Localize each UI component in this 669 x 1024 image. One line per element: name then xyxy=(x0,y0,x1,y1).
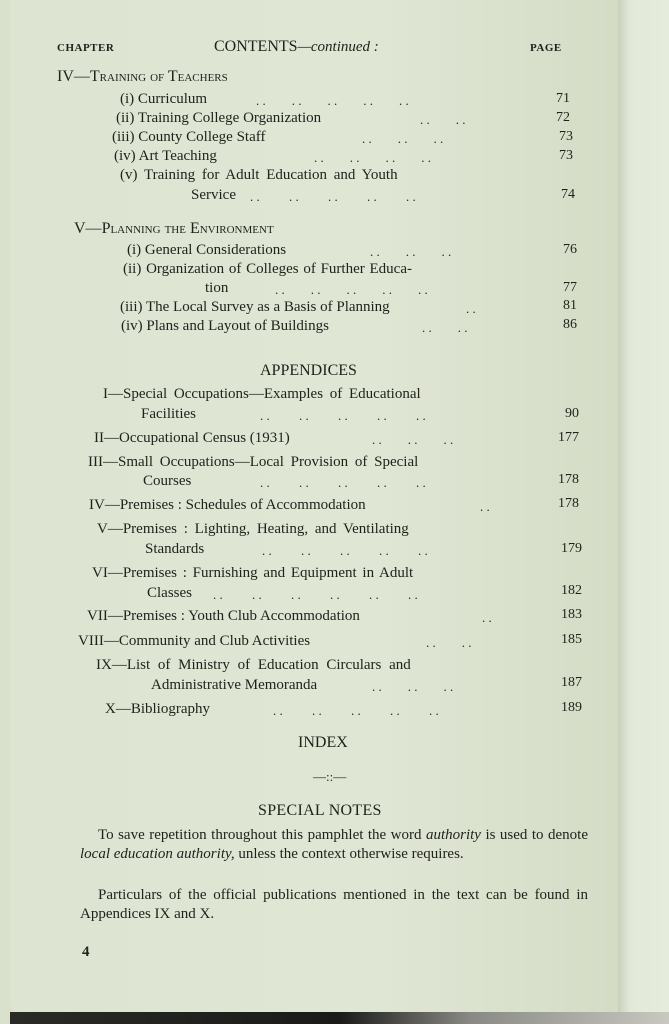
dot-leader: . . . . . . . . . . xyxy=(262,543,428,558)
entry-number: (iv) xyxy=(114,148,136,164)
page-number: 178 xyxy=(558,472,579,487)
dot-leader: . . . . . . xyxy=(362,131,444,146)
background-surface xyxy=(10,1012,669,1024)
entry-number: (i) xyxy=(127,242,142,258)
page-number: 177 xyxy=(558,430,579,445)
appendix-number: X xyxy=(105,701,116,717)
note-italic: local education authority, xyxy=(80,846,235,862)
appendix-number: II xyxy=(94,430,104,446)
dot-leader: . . . . xyxy=(422,320,468,335)
entry-title: Art Teaching xyxy=(138,148,217,164)
entry-title: Curriculum xyxy=(137,91,208,107)
dot-leader: . . . . . . . . . . xyxy=(273,703,439,718)
appendix-title: Occupational Census (1931) xyxy=(119,430,290,446)
appendix-title: Premises : Lighting, Heating, and Ventilating xyxy=(122,521,409,537)
page-number: 86 xyxy=(563,317,577,332)
note-text: is used to denote xyxy=(485,827,588,843)
appendix-title: Community and Club Activities xyxy=(118,633,311,649)
section-heading xyxy=(57,68,228,86)
page-number: 182 xyxy=(561,583,582,598)
page-number: 185 xyxy=(561,632,582,647)
toc-entry[interactable] xyxy=(112,129,265,146)
page-number: 72 xyxy=(556,110,570,125)
appendices-title: APPENDICES xyxy=(260,362,357,379)
note-text: To save repetition throughout this pamphlet the word xyxy=(98,827,422,843)
appendix-title-continued: Courses xyxy=(143,473,192,489)
special-notes-heading: SPECIAL NOTES xyxy=(258,802,382,819)
entry-number: (ii) xyxy=(123,261,142,277)
entry-number: (i) xyxy=(120,91,135,107)
section-number: IV— xyxy=(57,68,90,85)
page-number: 183 xyxy=(561,607,582,622)
entry-number: (v) xyxy=(120,167,138,183)
dot-leader: . . . . . . . . xyxy=(314,150,431,165)
page-number: 71 xyxy=(556,91,570,106)
entry-title: Training College Organization xyxy=(137,110,322,126)
page-column-label: PAGE xyxy=(530,42,562,54)
toc-entry[interactable] xyxy=(120,167,398,184)
entry-number: (iii) xyxy=(112,129,135,145)
toc-entry[interactable] xyxy=(114,148,217,165)
entry-number: (iv) xyxy=(121,318,143,334)
dot-leader: . . . . . . xyxy=(372,679,454,694)
appendix-entry[interactable]: I—Special Occupations—Examples of Educational xyxy=(103,386,421,402)
appendix-entry[interactable]: II—Occupational Census (1931) xyxy=(94,430,290,446)
appendix-title-continued: Classes xyxy=(147,585,192,601)
toc-entry[interactable] xyxy=(121,318,329,335)
entry-title: County College Staff xyxy=(138,129,266,145)
dot-leader: . . . . . . . . . . xyxy=(250,189,416,204)
folio-page-number: 4 xyxy=(82,944,90,960)
facing-page-edge xyxy=(618,0,669,1024)
appendix-entry[interactable]: VII—Premises : Youth Club Accommodation xyxy=(87,608,360,624)
appendix-number: VIII xyxy=(78,633,104,649)
appendix-number: IV xyxy=(89,497,105,513)
page-number: 189 xyxy=(561,700,582,715)
dot-leader: . . . . . . . . . . xyxy=(275,282,428,297)
entry-title: Organization of Colleges of Further Educa- xyxy=(146,261,412,277)
entry-title-continued: Service xyxy=(191,187,236,203)
section-title: Training of Teachers xyxy=(89,68,228,85)
dot-leader: . . . . . . . . . . xyxy=(256,93,409,108)
dot-leader: . . . . . . . . . . xyxy=(260,475,426,490)
section-number: V— xyxy=(74,220,102,237)
appendix-title-continued: Facilities xyxy=(141,406,196,422)
appendix-title: List of Ministry of Education Circulars and xyxy=(126,657,411,673)
appendix-title-continued: Administrative Memoranda xyxy=(151,677,318,693)
dot-leader: . . . . xyxy=(426,635,472,650)
note-text: unless the context otherwise requires. xyxy=(238,846,464,862)
toc-entry[interactable] xyxy=(120,299,390,316)
dot-leader: . . . . . . xyxy=(370,244,452,259)
index-heading: INDEX xyxy=(298,734,348,751)
entry-number: (ii) xyxy=(116,110,135,126)
appendix-number: VI xyxy=(92,565,108,581)
appendix-title-continued: Standards xyxy=(145,541,205,557)
appendix-number: III xyxy=(88,454,103,470)
dot-leader: . . xyxy=(480,499,490,514)
title-text: CONTENTS xyxy=(214,38,298,55)
toc-entry[interactable] xyxy=(123,261,412,278)
entry-title: Plans and Layout of Buildings xyxy=(146,318,329,334)
dot-leader: . . xyxy=(482,610,492,625)
page-number: 178 xyxy=(558,496,579,511)
appendix-title: Small Occupations—Local Provision of Special xyxy=(118,454,419,470)
contents-title xyxy=(214,38,379,56)
appendix-title: Premises : Furnishing and Equipment in Adult xyxy=(122,565,414,581)
page-number: 73 xyxy=(559,129,573,144)
section-title: Planning the Environment xyxy=(101,220,274,237)
ornament-divider: —::— xyxy=(313,769,347,784)
chapter-column-label: CHAPTER xyxy=(57,42,115,54)
page-number: 187 xyxy=(561,675,582,690)
page-number: 179 xyxy=(561,541,582,556)
special-note-paragraph: Particulars of the official publications mentioned in the text can be found in Appendices IX and X. xyxy=(80,887,588,922)
toc-entry[interactable] xyxy=(127,242,286,259)
toc-entry[interactable] xyxy=(116,110,321,127)
dot-leader: . . . . . . xyxy=(372,432,454,447)
title-suffix: —continued : xyxy=(297,39,379,55)
entry-number: (iii) xyxy=(120,299,143,315)
page-number: 90 xyxy=(565,406,579,421)
appendix-number: IX xyxy=(96,657,112,673)
appendix-title: Special Occupations—Examples of Educational xyxy=(123,386,421,402)
section-heading xyxy=(74,220,274,238)
appendix-entry[interactable]: VIII—Community and Club Activities xyxy=(78,633,311,649)
appendix-entry[interactable]: V—Premises : Lighting, Heating, and Ventilating xyxy=(97,521,409,537)
entry-title: General Considerations xyxy=(144,242,287,258)
page-number: 74 xyxy=(561,187,575,202)
special-note-paragraph xyxy=(80,826,588,864)
entry-title: The Local Survey as a Basis of Planning xyxy=(145,299,390,315)
entry-title: Training for Adult Education and Youth xyxy=(143,167,398,183)
appendix-entry[interactable]: VI—Premises : Furnishing and Equipment in Adult xyxy=(92,565,414,581)
page-number: 76 xyxy=(563,242,577,257)
dot-leader: . . . . . . . . . . . . xyxy=(213,587,418,602)
toc-entry[interactable] xyxy=(120,91,207,108)
appendix-title: Bibliography xyxy=(130,701,211,717)
appendix-entry[interactable]: X—Bibliography xyxy=(105,701,211,717)
appendix-title: Premises : Youth Club Accommodation xyxy=(122,608,360,624)
page-number: 73 xyxy=(559,148,573,163)
appendix-entry[interactable]: IX—List of Ministry of Education Circulars and xyxy=(96,657,411,673)
dot-leader: . . . . . . . . . . xyxy=(260,408,426,423)
note-italic: authority xyxy=(425,827,481,843)
dot-leader: . . . . xyxy=(420,112,466,127)
appendix-entry[interactable]: III—Small Occupations—Local Provision of Special xyxy=(88,454,419,470)
dot-leader: . . xyxy=(466,301,476,316)
appendix-number: VII xyxy=(87,608,108,624)
appendix-number: V xyxy=(97,521,108,537)
appendix-number: I xyxy=(103,386,108,402)
appendix-entry[interactable]: IV—Premises : Schedules of Accommodation xyxy=(89,497,366,513)
page-number: 77 xyxy=(563,280,577,295)
appendix-title: Premises : Schedules of Accommodation xyxy=(119,497,366,513)
page-number: 81 xyxy=(563,298,577,313)
entry-title-continued: tion xyxy=(205,280,229,296)
